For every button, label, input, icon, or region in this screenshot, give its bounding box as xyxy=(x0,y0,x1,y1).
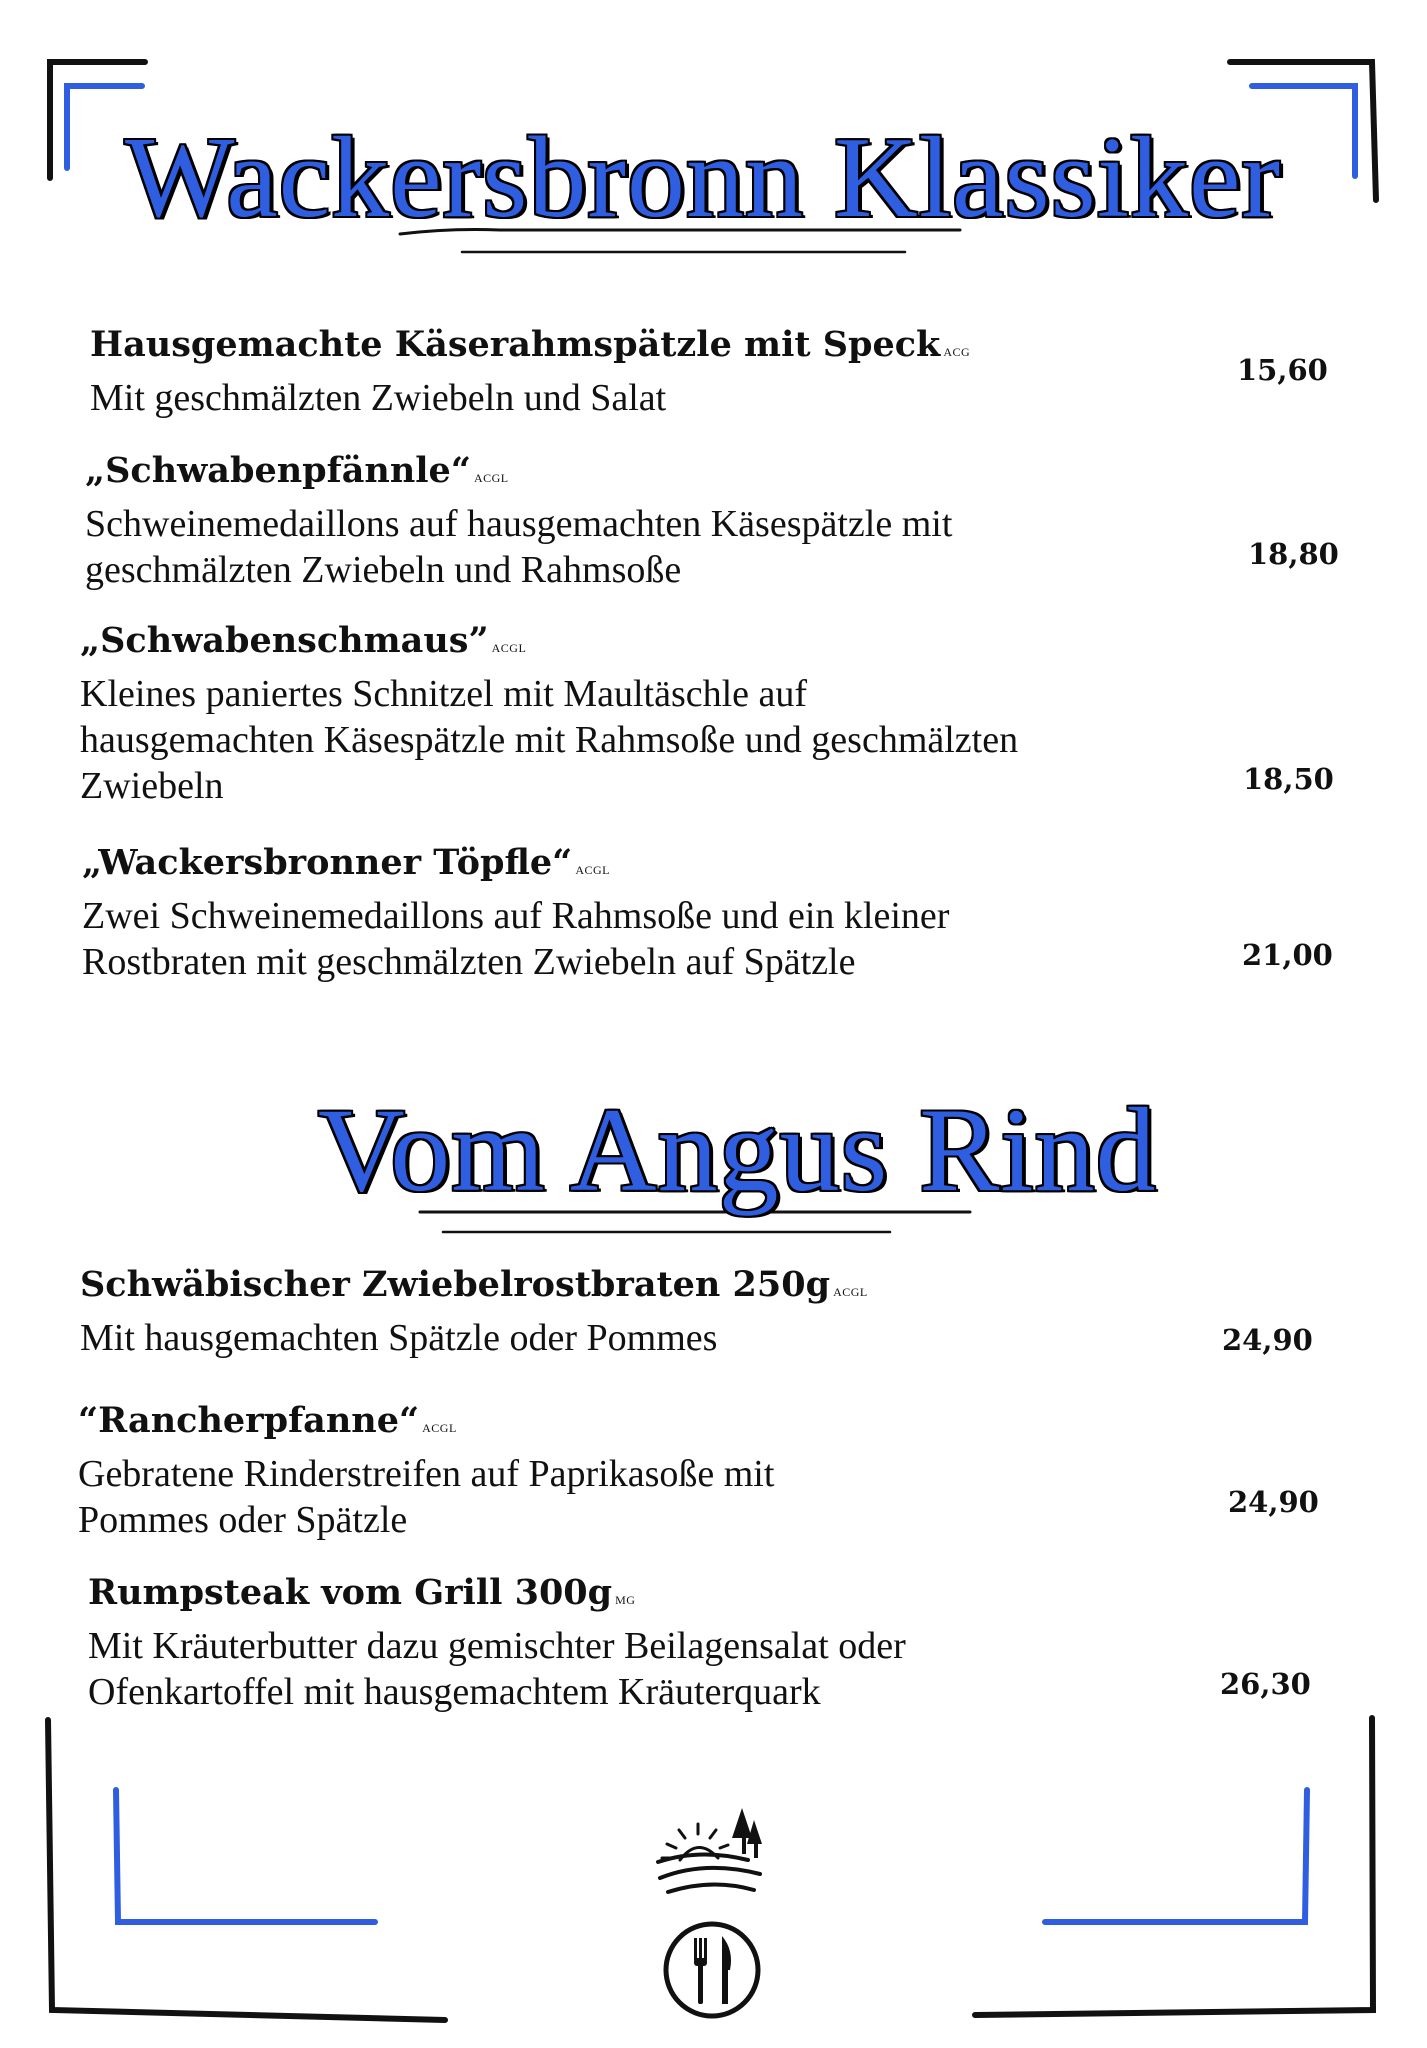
item-description: Mit Kräuterbutter dazu gemischter Beilagensalat oder xyxy=(88,1625,906,1667)
item-description: Kleines paniertes Schnitzel mit Maultäschle auf xyxy=(80,673,808,715)
item-name: Schwäbischer Zwiebelrostbraten 250g xyxy=(80,1264,831,1305)
item-description: geschmälzten Zwiebeln und Rahmsoße xyxy=(85,549,682,591)
item-description: Mit geschmälzten Zwiebeln und Salat xyxy=(90,377,667,419)
item-price: 24,90 xyxy=(1228,1485,1319,1519)
item-price: 18,80 xyxy=(1248,537,1339,571)
allergen-code: MG xyxy=(615,1593,636,1607)
item-description: Pommes oder Spätzle xyxy=(78,1499,408,1541)
item-price: 15,60 xyxy=(1237,353,1328,387)
allergen-code: ACGL xyxy=(473,471,509,485)
allergen-code: ACGL xyxy=(575,863,610,877)
item-description: Schweinemedaillons auf hausgemachten Käsespätzle mit xyxy=(85,503,953,545)
item-name: “Rancherpfanne“ xyxy=(78,1400,420,1441)
allergen-code: ACGL xyxy=(491,641,527,655)
item-name: „Wackersbronner Töpfle“ xyxy=(82,842,573,883)
menu-item xyxy=(80,618,1018,809)
menu-item xyxy=(82,840,949,985)
allergen-code: ACGL xyxy=(422,1421,457,1435)
section-title-angus-rind: Vom Angus Rind xyxy=(318,1083,1157,1216)
item-description: Gebratene Rinderstreifen auf Paprikasoße mit xyxy=(78,1453,775,1495)
item-description: hausgemachten Käsespätzle mit Rahmsoße und geschmälzten xyxy=(80,719,1019,761)
menu-item xyxy=(90,322,970,421)
item-name: „Schwabenpfännle“ xyxy=(85,450,471,491)
section-title-klassiker: Wackersbronn Klassiker xyxy=(125,114,1282,242)
item-name: „Schwabenschmaus” xyxy=(80,620,489,661)
item-description: Mit hausgemachten Spätzle oder Pommes xyxy=(80,1317,718,1359)
restaurant-logo-icon xyxy=(650,1800,775,2020)
item-price: 18,50 xyxy=(1243,762,1334,796)
item-price: 21,00 xyxy=(1242,938,1333,972)
item-description: Zwiebeln xyxy=(80,765,224,807)
item-description: Rostbraten mit geschmälzten Zwiebeln auf Spätzle xyxy=(82,941,856,983)
item-description: Ofenkartoffel mit hausgemachtem Kräuterquark xyxy=(88,1671,821,1713)
item-name: Rumpsteak vom Grill 300g xyxy=(88,1572,613,1613)
item-description: Zwei Schweinemedaillons auf Rahmsoße und ein kleiner xyxy=(82,895,950,937)
item-name: Hausgemachte Käserahmspätzle mit Speck xyxy=(90,324,941,365)
allergen-code: ACG xyxy=(943,345,971,359)
allergen-code: ACGL xyxy=(833,1285,868,1299)
item-price: 24,90 xyxy=(1222,1323,1313,1357)
menu-item xyxy=(80,1262,868,1361)
menu-item xyxy=(88,1570,906,1715)
menu-item xyxy=(85,448,952,593)
item-price: 26,30 xyxy=(1220,1667,1311,1701)
menu-item xyxy=(78,1398,774,1543)
